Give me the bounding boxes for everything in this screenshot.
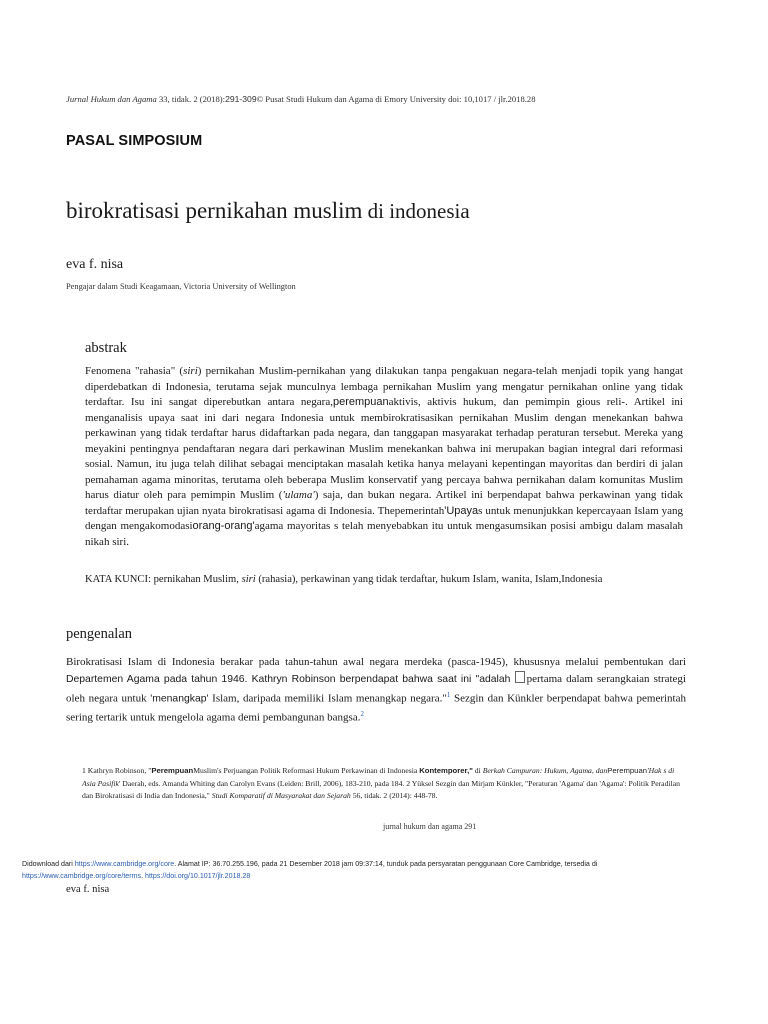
download-text: . [141,871,146,880]
footnote-part: ' Daerah, eds. Amanda Whiting dan Carolyn Evans (Leiden: Brill, 2006), 183-210, pada 184. 2 Yüksel Sezgin dan Mirjam Künkler, "Peraturan 'Agama' dan 'Agama': Politik Peradilan dan Birokratisasi di India dan Indonesia," [82,778,680,800]
title-tail: di indonesia [362,199,470,223]
journal-pages: 291-309 [225,94,257,104]
footnote-ref-2[interactable]: 2 [360,710,364,719]
journal-volume: 33, tidak. 2 (2018): [156,94,226,104]
footnote-ref-1[interactable]: 1 [446,690,451,699]
download-text: . Alamat IP: 36.70.255.196, pada 21 Desember 2018 jam 09:37:14, tunduk pada persyaratan penggunaan Core Cambridge, tersedia di [174,860,598,868]
footnote-bold: Kontemporer," [419,766,473,775]
cambridge-terms-link[interactable]: https://www.cambridge.org/core/terms [22,871,142,880]
abstract-italic: siri [183,365,198,377]
abstract-part: ) saja, dan bukan negara. Artikel ini berpendapat bahwa perkawinan yang tidak terdaftar merupakan ujian nyata birokratisasi agama di Indonesia. Thepemerintah [85,489,683,517]
author-name: eva f. nisa [66,257,124,272]
abstract-part: Fenomena "rahasia" ( [85,365,184,377]
abstract-text [85,364,683,550]
footnote-part: 1 Kathryn Robinson, " [82,766,152,775]
intro-sans: menangkap' [152,693,209,705]
intro-part: Birokratisasi Islam di Indonesia berakar pada tahun-tahun awal negara merdeka (pasca-1945), khususnya melalui pembentukan dari [66,656,686,668]
footnote-italic: Berkah Campuran: Hukum, Agama, dan [482,766,608,775]
author-affiliation: Pengajar dalam Studi Keagamaan, Victoria University of Wellington [66,282,296,291]
keywords-part: (rahasia), perkawinan yang tidak terdaftar, hukum Islam, wanita, Islam,Indonesia [255,574,603,585]
intro-part: Islam, daripada memiliki Islam menangkap negara." [208,692,447,705]
download-text: Didownload dari [22,860,75,868]
footnote-part: 56, tidak. 2 (2014): 448-78. [350,791,438,800]
running-author: eva f. nisa [66,884,110,895]
abstract-sans: orang-orang' [192,520,255,532]
section-label: PASAL SIMPOSIUM [66,133,203,149]
journal-citation [66,94,536,104]
footnote-sans: Perempuan [607,766,647,775]
abstract-part: aktivis, aktivis hukum, dan pemimpin gious reli-. Artikel ini menganalisis upaya saat ini dari negara Indonesia untuk membirokratisasikan pernikahan Muslim dengan menekankan bahwa perkawinan yang tidak terdaftar harus didaftarkan pada negara, dan tanggapan masyarakat terhadap peraturan tersebut. Mereka yang meyakini pentingnya pendaftaran negara dari perkawinan Muslim menekankan bahwa ini merupakan bagian integral dari reformasi sosial. Namun, itu juga telah dilihat sebagai menciptakan masalah ketika hanya melayani kepentingan mayoritas dan berdiri di jalan pemahaman agama minoritas, terutama oleh beberapa Muslim konservatif yang percaya bahwa pernikahan dalam komunitas Muslim harus diatur oleh para pemimpin Muslim ( [85,396,683,501]
footnote-bold: Perempuan [151,766,194,775]
intro-part: pertama dalam serangkaian strategi oleh negara untuk ' [66,672,686,705]
abstract-heading: abstrak [85,340,127,356]
cambridge-core-link[interactable]: https://www.cambridge.org/core [74,860,175,868]
download-notice [22,859,742,882]
abstract-part: ) pernikahan Muslim-pernikahan yang dilakukan tanpa pengakuan negara-telah menjadi topik yang hangat diperdebatkan di Indonesia, terutama sejak munculnya lembaga pernikahan Muslim yang mengatur pernikahan online yang tidak terdaftar. Isu ini sangat diperebutkan antara negara, [85,365,683,408]
intro-heading: pengenalan [66,626,133,642]
footnote-italic: 'Hak s di Asia Pasifik [82,766,675,788]
doi-link[interactable]: https://doi.org/10.1017/jlr.2018.28 [145,871,251,880]
footnote-part: Muslim's Perjuangan Politik Reformasi Hukum Perkawinan di Indonesia [193,766,420,775]
page-footer: jurnal hukum dan agama 291 [383,822,477,831]
abstract-sans: 'Upaya [444,504,479,517]
footnote-part: di [472,766,483,775]
intro-part: Sezgin dan Künkler berpendapat bahwa pemerintah sering tertarik untuk mengelola agama demi pembangunan bangsa. [66,692,686,724]
placeholder-glyph [515,671,525,683]
keywords-italic: siri [241,574,256,585]
title-main: birokratisasi pernikahan muslim [66,198,363,223]
abstract-italic: 'ulama' [282,489,315,501]
journal-copyright: © Pusat Studi Hukum dan Agama di Emory University doi: 10,1017 / jlr.2018.28 [256,94,536,104]
footnote-italic: Studi Komparatif di Masyarakat dan Sejarah [211,791,351,800]
keywords [85,574,685,585]
abstract-part: s untuk menunjukkan kepercayaan Islam yang dengan mengakomodasi [85,504,683,532]
footnotes [82,765,686,803]
intro-text [66,655,686,727]
article-title [66,198,470,224]
abstract-part: agama mayoritas s telah menyebabkan itu untuk mengasumsikan posisi ambigu dalam masalah nikah siri. [85,520,683,548]
journal-name: Jurnal Hukum dan Agama [66,94,157,104]
keywords-part: KATA KUNCI: pernikahan Muslim, [85,574,242,585]
abstract-sans: perempuan [332,396,389,408]
intro-sans: Departemen Agama pada tahun 1946. Kathryn Robinson berpendapat bahwa saat ini "adalah [66,673,515,685]
